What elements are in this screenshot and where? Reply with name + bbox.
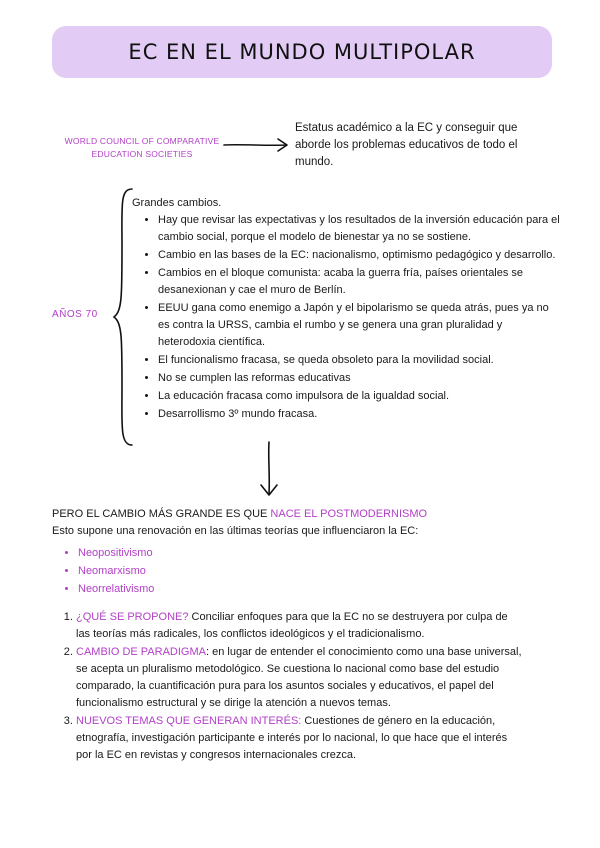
postmodernism-section xyxy=(52,506,562,598)
list-item: • Neorrelativismo xyxy=(78,580,562,598)
list-item: • Cambio en las bases de la EC: nacionalismo, optimismo pedagógico y desarrollo. xyxy=(158,247,562,264)
changes-list xyxy=(132,212,562,423)
postmodernism-heading xyxy=(52,506,562,523)
wcces-label-line2: EDUCATION SOCIETIES xyxy=(91,149,193,159)
point-text: Cuestiones de género en la educación, etnografía, investigación participante e interés por lo nacional, lo que hace que el interés por la EC en revistas y congresos internacionales crezca. xyxy=(76,715,508,761)
theories-list xyxy=(52,544,562,598)
list-item: • Desarrollismo 3º mundo fracasa. xyxy=(158,406,562,423)
wcces-label xyxy=(52,135,232,161)
wcces-description: Estatus académico a la EC y conseguir que aborde los problemas educativos de todo el mundo. xyxy=(295,122,518,168)
list-item: • Neomarxismo xyxy=(78,562,562,580)
list-item: • El funcionalismo fracasa, se queda obsoleto para la movilidad social. xyxy=(158,352,562,369)
years-label: AÑOS 70 xyxy=(52,309,98,320)
postmodernism-intro: Esto supone una renovación en las últimas teorías que influenciaron la EC: xyxy=(52,525,419,537)
right-arrow-icon xyxy=(222,137,292,153)
list-item: • La educación fracasa como impulsora de la igualdad social. xyxy=(158,388,562,405)
down-arrow-icon xyxy=(256,440,282,500)
list-item xyxy=(76,713,522,764)
point-label: ¿QUÉ SE PROPONE? xyxy=(76,611,189,623)
list-item xyxy=(76,609,522,643)
numbered-points xyxy=(52,609,522,765)
list-item: • Hay que revisar las expectativas y los resultados de la inversión educación para el cambio social, porque el modelo de bienestar ya no se sostiene. xyxy=(158,212,562,246)
heading-purple-part: NACE EL POSTMODERNISMO xyxy=(270,508,428,520)
list-item: • No se cumplen las reformas educativas xyxy=(158,370,562,387)
list-item: • Neopositivismo xyxy=(78,544,562,562)
years-changes xyxy=(132,195,562,424)
list-item xyxy=(76,644,522,712)
page-title: EC EN EL MUNDO MULTIPOLAR xyxy=(128,40,476,64)
point-label: NUEVOS TEMAS QUE GENERAN INTERÉS: xyxy=(76,715,302,727)
wcces-label-line1: WORLD COUNCIL OF COMPARATIVE xyxy=(64,136,220,146)
point-text: : en lugar de entender el conocimiento como una base universal, se acepta un pluralismo metodológico. Se cuestiona lo nacional como base del estudio comparado, la cuantificación pura para los asuntos sociales y educativos, el papel del funcionalismo estructural y se dirige la atención a nuevos temas. xyxy=(76,646,522,709)
point-label: CAMBIO DE PARADIGMA xyxy=(76,646,206,658)
changes-heading: Grandes cambios. xyxy=(132,197,222,209)
point-text: Conciliar enfoques para que la EC no se destruyera por culpa de las teorías más radicales, los conflictos ideológicos y el tradicionalismo. xyxy=(76,611,508,640)
list-item: • Cambios en el bloque comunista: acaba la guerra fría, países orientales se desanexionan y cae el muro de Berlín. xyxy=(158,265,562,299)
title-banner xyxy=(52,26,552,78)
heading-black-part: PERO EL CAMBIO MÁS GRANDE ES QUE xyxy=(52,508,268,520)
numbered-list xyxy=(52,609,522,764)
list-item: • EEUU gana como enemigo a Japón y el bipolarismo se queda atrás, pues ya no es contra la URSS, cambia el rumbo y se genera una gran pluralidad y heterodoxia científica. xyxy=(158,300,562,351)
